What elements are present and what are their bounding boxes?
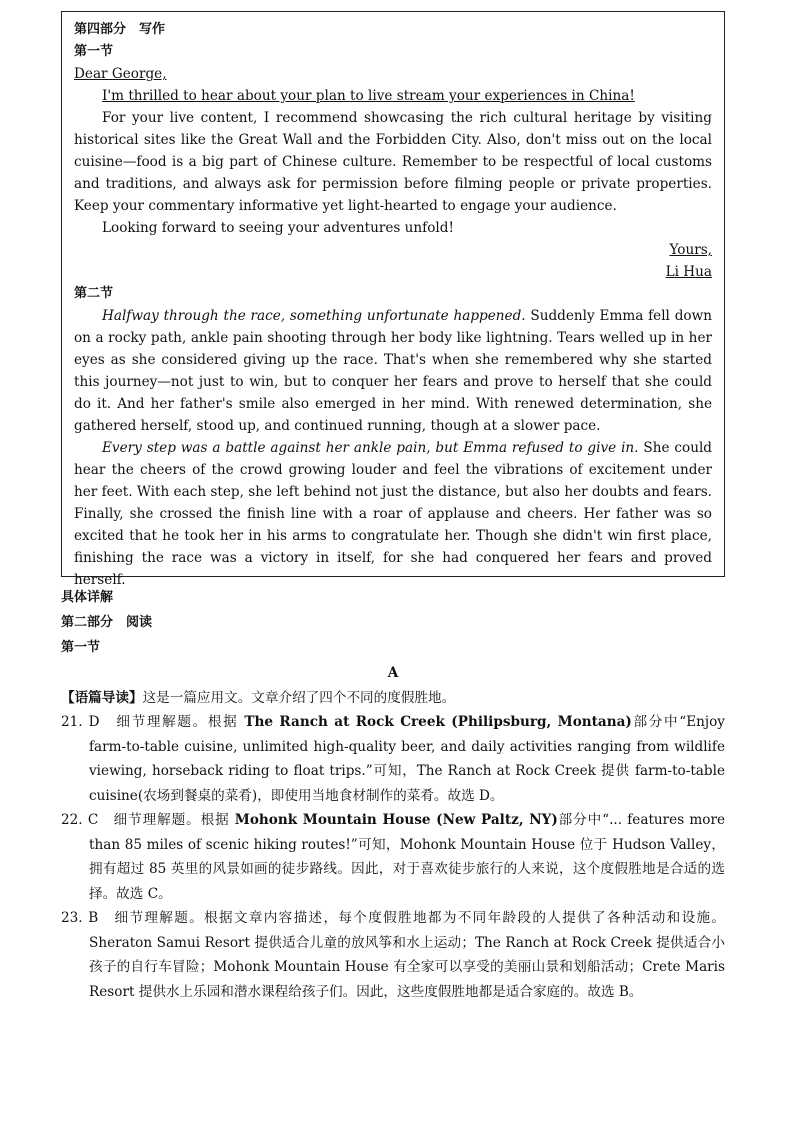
detailed-explanation: [61, 585, 725, 1004]
guide-text: 这是一篇应用文。文章介绍了四个不同的度假胜地。: [142, 690, 456, 706]
story-para1-lead: Halfway through the race, something unfortunate happened.: [102, 308, 526, 324]
q21-text-a: 细节理解题。根据: [116, 714, 245, 730]
q22-number: 22. C: [61, 812, 99, 828]
section1-heading: 第一节: [74, 44, 114, 59]
detail-heading: 具体详解: [61, 590, 114, 605]
reading-section1-heading: 第一节: [61, 640, 101, 655]
question-22-explanation: [61, 808, 725, 906]
passage-guide: [61, 686, 725, 710]
part4-heading: 第四部分 写作: [74, 22, 166, 37]
letter-signature: [74, 261, 712, 283]
guide-tag: 【语篇导读】: [61, 690, 143, 706]
q22-text-c: 部分中“... features more than 85 miles of scenic hiking routes!”可知，Mohonk Mountain House 位于 Hudson Valley，拥有超过 85 英里的风景如画的徒步路线。因此，对于喜欢徒步旅行的人来说，这个度假胜地是合适的选择。故选 C。: [89, 812, 726, 902]
letter-body: For your live content, I recommend showcasing the rich cultural heritage by visiting historical sites like the Great Wall and the Forbidden City. Also, don't miss out on the local cuisine—food is a big part of Chinese culture. Remember to be respectful of local customs and traditions, and always ask for permission before filming people or private properties. Keep your commentary informative yet light-hearted to engage your audience.: [74, 110, 712, 214]
q23-number: 23. B: [61, 910, 99, 926]
writing-answer-box: [61, 11, 725, 588]
question-21-explanation: [61, 710, 725, 808]
sign-off-text: Yours,: [669, 242, 712, 258]
letter-salutation: Dear George,: [74, 66, 167, 82]
part2-heading: 第二部分 阅读: [61, 615, 153, 630]
story-paragraph-1: [74, 305, 712, 437]
letter-opening-line: [74, 85, 712, 107]
question-23-explanation: [61, 906, 725, 1004]
story-paragraph-2: [74, 437, 712, 591]
q22-text-a: 细节理解题。根据: [113, 812, 235, 828]
letter-sign-off: [74, 239, 712, 261]
q21-number: 21. D: [61, 714, 100, 730]
story-para2-lead: Every step was a battle against her ankle pain, but Emma refused to give in.: [102, 440, 639, 456]
signature-text: Li Hua: [665, 264, 712, 280]
passage-letter: A: [387, 665, 399, 681]
section2-heading: 第二节: [74, 286, 114, 301]
letter-closing: Looking forward to seeing your adventures unfold!: [102, 220, 454, 236]
q21-resort-name: The Ranch at Rock Creek (Philipsburg, Montana): [244, 714, 632, 730]
q23-text: 细节理解题。根据文章内容描述，每个度假胜地都为不同年龄段的人提供了各种活动和设施。Sheraton Samui Resort 提供适合儿童的放风筝和水上运动；The Ranch at Rock Creek 提供适合小孩子的自行车冒险；Mohonk Mountain House 有全家可以享受的美丽山景和划船活动；Crete Maris Resort 提供水上乐园和潜水课程给孩子们。因此，这些度假胜地都是适合家庭的。故选 B。: [89, 910, 726, 1000]
story-para2-rest: She could hear the cheers of the crowd growing louder and feel the vibrations of excitement under her feet. With each step, she left behind not just the distance, but also her doubts and fears. Finally, she crossed the finish line with a roar of applause and cheers. Her father was so excited that he took her in his arms to congratulate her. Though she didn't win first place, finishing the race was a victory in itself, for she had conquered her fears and proved herself.: [74, 440, 713, 588]
q21-text-c: 部分中“Enjoy farm-to-table cuisine, unlimited high-quality beer, and daily activities ranging from wildlife viewing, horseback riding to float trips.”可知，The Ranch at Rock Creek 提供 farm-to-table cuisine(农场到餐桌的菜肴)，即使用当地食材制作的菜肴。故选 D。: [89, 714, 725, 804]
q22-resort-name: Mohonk Mountain House (New Paltz, NY): [234, 812, 558, 828]
opening-line-text: I'm thrilled to hear about your plan to live stream your experiences in China!: [102, 88, 635, 104]
story-para1-rest: Suddenly Emma fell down on a rocky path, ankle pain shooting through her body like lightning. Tears welled up in her eyes as she considered giving up the race. That's when she remembered why she started this journey—not just to win, but to conquer her fears and prove to herself that she could do it. And her father's smile also emerged in her mind. With renewed determination, she gathered herself, stood up, and continued running, though at a slower pace.: [74, 308, 712, 434]
